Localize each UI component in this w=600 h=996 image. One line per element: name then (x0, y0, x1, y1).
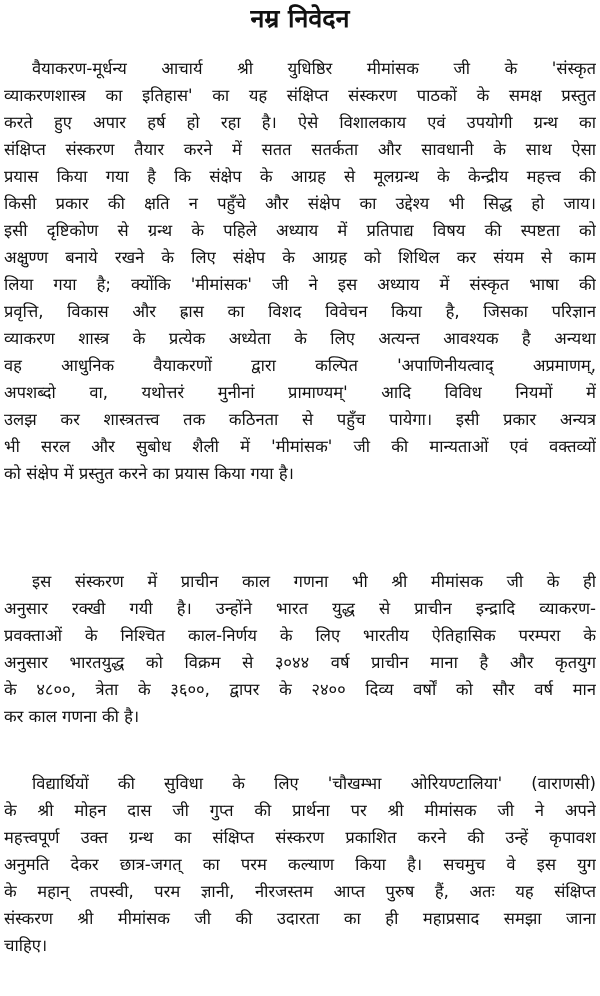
paragraph-2 (4, 568, 596, 730)
text-line: इसी दृष्टिकोण से ग्रन्थ के पहिले अध्याय में प्रतिपाद्य विषय की स्पष्टता को (4, 221, 596, 240)
text-line: इस संस्करण में प्राचीन काल गणना भी श्री मीमांसक जी के ही (32, 572, 596, 591)
text-line: कर काल गणना की है। (4, 707, 140, 726)
paragraph-3 (4, 770, 596, 959)
text-line: अपशब्दो वा, यथोत्तरं मुनीनां प्रामाण्यम्' आदि विविध नियमों में (4, 383, 596, 402)
text-line: किसी प्रकार की क्षति न पहुँचे और संक्षेप का उद्देश्य भी सिद्ध हो जाय। (4, 194, 596, 213)
text-line: संस्करण श्री मीमांसक जी की उदारता का ही महाप्रसाद समझा जाना (4, 909, 596, 928)
text-line: व्याकरणशास्त्र का इतिहास' का यह संक्षिप्त संस्करण पाठकों के समक्ष प्रस्तुत (4, 86, 596, 105)
text-line: उलझ कर शास्त्रतत्त्व तक कठिनता से पहुँच पायेगा। इसी प्रकार अन्यत्र (4, 410, 596, 429)
text-line: करते हुए अपार हर्ष हो रहा है। ऐसे विशालकाय एवं उपयोगी ग्रन्थ का (4, 113, 596, 132)
text-line: व्याकरण शास्त्र के प्रत्येक अध्येता के लिए अत्यन्त आवश्यक है अन्यथा (4, 329, 596, 348)
text-line: वैयाकरण-मूर्धन्य आचार्य श्री युधिष्ठिर मीमांसक जी के 'संस्कृत (32, 59, 596, 78)
text-line: अनुमति देकर छात्र-जगत् का परम कल्याण किया है। सचमुच वे इस युग (4, 855, 596, 874)
text-line: महत्त्वपूर्ण उक्त ग्रन्थ का संक्षिप्त संस्करण प्रकाशित करने की उन्हें कृपावश (4, 828, 596, 847)
text-line: के श्री मोहन दास जी गुप्त की प्रार्थना पर श्री मीमांसक जी ने अपने (4, 801, 596, 820)
text-line: विद्यार्थियों की सुविधा के लिए 'चौखम्भा ओरियण्टालिया' (वाराणसी) (32, 774, 596, 793)
text-line: चाहिए। (4, 936, 48, 955)
text-line: संक्षिप्त संस्करण तैयार करने में सतत सतर्कता और सावधानी के साथ ऐसा (4, 140, 596, 159)
page-title: नम्र निवेदन (250, 4, 350, 33)
text-line: वह आधुनिक वैयाकरणों द्वारा कल्पित 'अपाणिनीयत्वाद् अप्रमाणम्, (4, 356, 596, 375)
text-line: अनुसार रक्खी गयी है। उन्होंने भारत युद्ध से प्राचीन इन्द्रादि व्याकरण- (4, 599, 596, 618)
paragraph-1 (4, 55, 596, 487)
text-line: प्रवृत्ति, विकास और ह्रास का विशद विवेचन किया है, जिसका परिज्ञान (4, 302, 596, 321)
text-line: प्रवक्ताओं के निश्चित काल-निर्णय के लिए भारतीय ऐतिहासिक परम्परा के (4, 626, 596, 645)
text-line: लिया गया है; क्योंकि 'मीमांसक' जी ने इस अध्याय में संस्कृत भाषा की (4, 275, 596, 294)
text-line: भी सरल और सुबोध शैली में 'मीमांसक' जी की मान्यताओं एवं वक्तव्यों (4, 437, 596, 456)
text-line: को संक्षेप में प्रस्तुत करने का प्रयास किया गया है। (4, 464, 294, 483)
text-line: के ४८००, त्रेता के ३६००, द्वापर के २४०० दिव्य वर्षों को सौर वर्ष मान (4, 680, 596, 699)
text-line: अक्षुण्ण बनाये रखने के लिए संक्षेप के आग्रह को शिथिल कर संयम से काम (4, 248, 596, 267)
text-line: अनुसार भारतयुद्ध को विक्रम से ३०४४ वर्ष प्राचीन माना है और कृतयुग (4, 653, 596, 672)
text-line: के महान् तपस्वी, परम ज्ञानी, नीरजस्तम आप्त पुरुष हैं, अतः यह संक्षिप्त (4, 882, 596, 901)
text-line: प्रयास किया गया है कि संक्षेप के आग्रह से मूलग्रन्थ के केन्द्रीय महत्त्व की (4, 167, 596, 186)
